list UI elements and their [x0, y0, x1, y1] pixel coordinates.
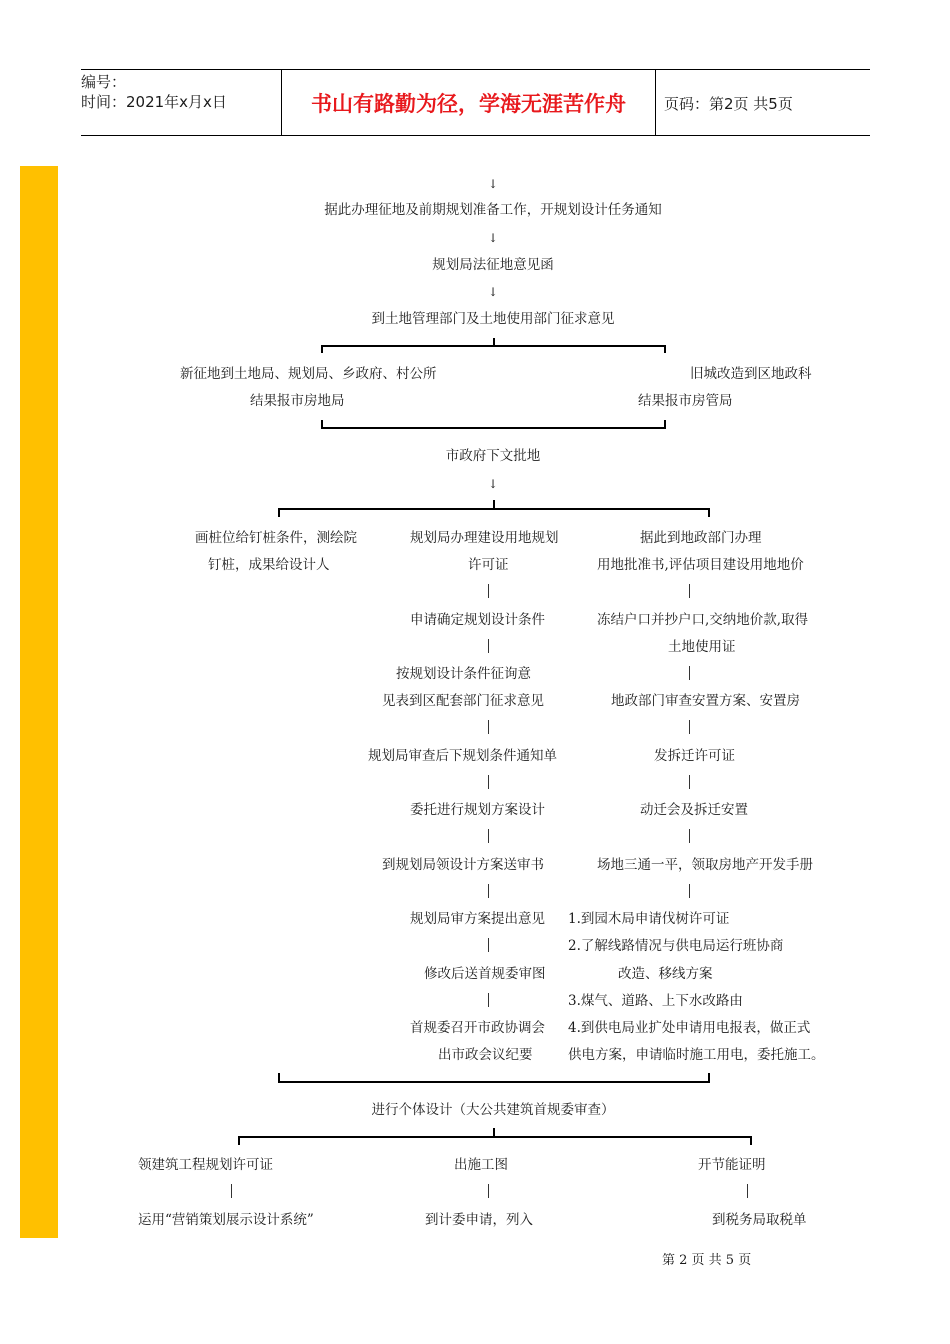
final-mid-1: 出施工图 [454, 1157, 508, 1173]
arrow-down-icon: ↓ [487, 231, 499, 245]
step-survey-prep: 据此办理征地及前期规划准备工作，开规划设计任务通知 [324, 202, 662, 218]
bracket-tick [321, 345, 323, 353]
col-c-item: 冻结户口并抄户口,交纳地价款,取得 [597, 612, 809, 628]
arrow-down-icon: ↓ [487, 285, 499, 299]
col-c-item: 地政部门审查安置方案、安置房 [611, 693, 800, 709]
branch-old-city-2: 结果报市房管局 [638, 393, 733, 409]
col-c-item: 发拆迁许可证 [654, 748, 735, 764]
bracket-tick [493, 500, 495, 509]
col-c-item: 3.煤气、道路、上下水改路由 [568, 993, 743, 1009]
col-a-line-2: 钉桩，成果给设计人 [208, 557, 330, 573]
bracket-tick [708, 508, 710, 517]
col-b-item: 规划局办理建设用地规划 [410, 530, 559, 546]
col-b-item: 规划局审方案提出意见 [410, 911, 545, 927]
bracket-tick [750, 1136, 752, 1145]
connector-line [488, 720, 489, 734]
bracket-tick [664, 420, 666, 429]
time-label: 时间：2021年x月x日 [81, 93, 227, 111]
col-b-item: 委托进行规划方案设计 [410, 802, 545, 818]
col-b-item: 到规划局领设计方案送审书 [382, 857, 544, 873]
branch-new-land-2: 结果报市房地局 [250, 393, 345, 409]
bracket-tick [278, 1073, 280, 1083]
step-city-approval: 市政府下文批地 [445, 448, 541, 464]
final-right-2: 到税务局取税单 [712, 1212, 807, 1228]
page-footer: 第 2 页 共 5 页 [662, 1253, 752, 1268]
final-mid-2: 到计委申请，列入 [425, 1212, 533, 1228]
col-b-item: 申请确定规划设计条件 [410, 612, 545, 628]
bracket-tick [278, 508, 280, 517]
col-b-item: 按规划设计条件征询意 [396, 666, 531, 682]
step-individual-design: 进行个体设计（大公共建筑首规委审查） [371, 1102, 615, 1118]
merge-bracket-three [278, 1081, 710, 1083]
connector-line [689, 666, 690, 680]
col-c-item: 动迁会及拆迁安置 [640, 802, 748, 818]
bracket-tick [238, 1136, 240, 1145]
connector-line [488, 938, 489, 952]
arrow-down-icon: ↓ [487, 477, 499, 491]
bracket-tick [493, 1128, 495, 1137]
final-right-1: 开节能证明 [698, 1157, 766, 1173]
branch-old-city-1: 旧城改造到区地政科 [690, 366, 812, 382]
connector-line [488, 993, 489, 1007]
connector-line [689, 829, 690, 843]
connector-line [747, 1184, 748, 1198]
col-c-item: 土地使用证 [668, 639, 736, 655]
step-land-opinion: 规划局法征地意见函 [432, 257, 554, 273]
header-page-label: 页码：第2页 共5页 [664, 94, 793, 113]
connector-line [488, 884, 489, 898]
col-c-item: 2.了解线路情况与供电局运行班协商 [568, 938, 784, 954]
final-left-2: 运用“营销策划展示设计系统” [138, 1212, 314, 1228]
split-bracket-final [238, 1136, 752, 1138]
connector-line [689, 584, 690, 598]
col-c-item: 改造、移线方案 [618, 966, 713, 982]
bracket-tick [321, 420, 323, 429]
decorative-side-bar [20, 166, 58, 1238]
col-c-item: 供电方案，申请临时施工用电，委托施工。 [568, 1047, 825, 1063]
step-consult-departments: 到土地管理部门及土地使用部门征求意见 [371, 311, 615, 327]
col-c-item: 场地三通一平，领取房地产开发手册 [597, 857, 813, 873]
connector-line [488, 584, 489, 598]
col-b-item: 出市政会议纪要 [438, 1047, 533, 1063]
branch-new-land-1: 新征地到土地局、规划局、乡政府、村公所 [180, 366, 437, 382]
number-label: 编号： [81, 73, 127, 91]
connector-line [488, 639, 489, 653]
col-b-item: 首规委召开市政协调会 [410, 1020, 545, 1036]
connector-line [689, 884, 690, 898]
bracket-tick [708, 1073, 710, 1083]
arrow-down-icon: ↓ [487, 177, 499, 191]
header-motto: 书山有路勤为径，学海无涯苦作舟 [281, 70, 656, 136]
col-b-item: 规划局审查后下规划条件通知单 [368, 748, 557, 764]
bracket-tick [493, 338, 495, 347]
connector-line [689, 775, 690, 789]
final-left-1: 领建筑工程规划许可证 [138, 1157, 273, 1173]
col-c-item: 据此到地政部门办理 [640, 530, 762, 546]
col-b-item: 修改后送首规委审图 [424, 966, 546, 982]
merge-bracket-bottom [321, 427, 666, 429]
col-c-item: 4.到供电局业扩处申请用电报表，做正式 [568, 1020, 811, 1036]
col-c-item: 1.到园木局申请伐树许可证 [568, 911, 730, 927]
col-a-line-1: 画桩位给钉桩条件，测绘院 [195, 530, 357, 546]
header-meta [81, 70, 281, 136]
bracket-tick [664, 345, 666, 353]
col-c-item: 用地批准书,评估项目建设用地地价 [597, 557, 804, 573]
col-b-item: 许可证 [468, 557, 509, 573]
col-b-item: 见表到区配套部门征求意见 [382, 693, 544, 709]
connector-line [689, 720, 690, 734]
connector-line [488, 1184, 489, 1198]
connector-line [488, 829, 489, 843]
connector-line [488, 775, 489, 789]
connector-line [231, 1184, 232, 1198]
